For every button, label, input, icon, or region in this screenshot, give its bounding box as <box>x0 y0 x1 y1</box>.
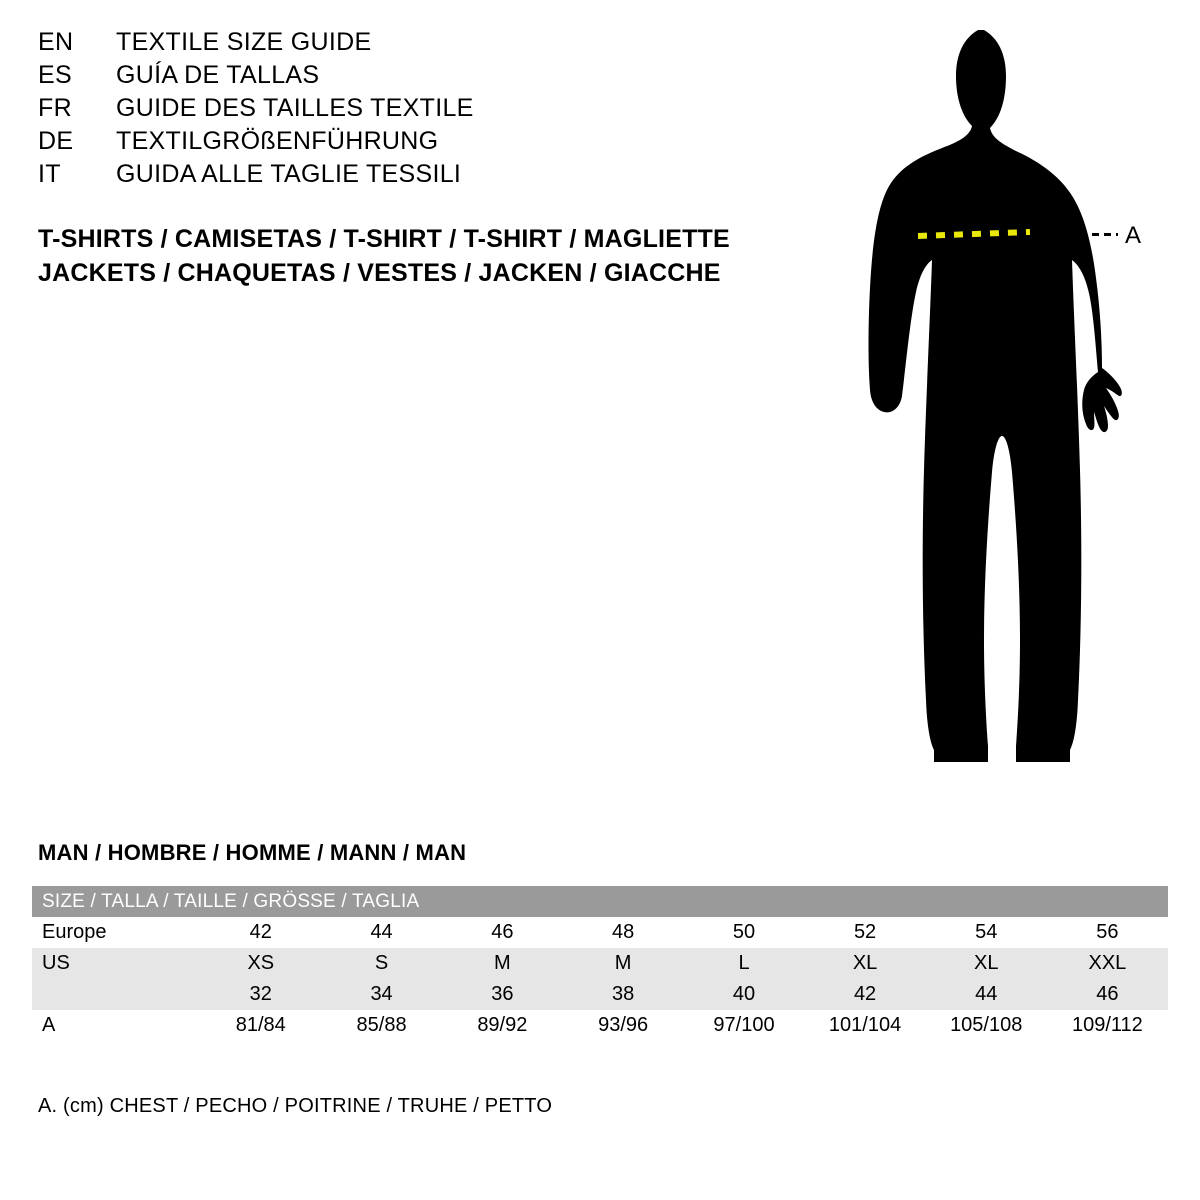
cell-value: M <box>563 948 684 979</box>
cell-value: 44 <box>321 917 442 948</box>
language-code: DE <box>38 127 74 155</box>
cell-value: 81/84 <box>200 1010 321 1041</box>
table-row <box>32 1010 1168 1041</box>
cell-value: 42 <box>804 979 925 1010</box>
cell-value: 32 <box>200 979 321 1010</box>
cell-value: 42 <box>200 917 321 948</box>
category-tshirts: T-SHIRTS / CAMISETAS / T-SHIRT / T-SHIRT / MAGLIETTE <box>38 225 730 253</box>
cell-value: 46 <box>442 917 563 948</box>
table-title-man: MAN / HOMBRE / HOMME / MANN / MAN <box>38 840 467 865</box>
language-row <box>38 28 758 61</box>
cell-value: 56 <box>1047 917 1168 948</box>
cell-value: XS <box>200 948 321 979</box>
row-label: A <box>32 1010 200 1041</box>
silhouette-icon <box>830 20 1170 790</box>
cell-value: 36 <box>442 979 563 1010</box>
language-code: ES <box>38 61 72 89</box>
cell-value: 38 <box>563 979 684 1010</box>
language-title: TEXTILE SIZE GUIDE <box>116 28 372 56</box>
cell-value: 85/88 <box>321 1010 442 1041</box>
cell-value: 54 <box>926 917 1047 948</box>
cell-value: 44 <box>926 979 1047 1010</box>
table-footnote: A. (cm) CHEST / PECHO / POITRINE / TRUHE / PETTO <box>38 1095 553 1117</box>
cell-value: 46 <box>1047 979 1168 1010</box>
garment-category-block <box>38 222 798 290</box>
language-title: GUIDE DES TAILLES TEXTILE <box>116 94 474 122</box>
male-silhouette-figure <box>830 20 1170 790</box>
cell-value: L <box>684 948 805 979</box>
table-row <box>32 917 1168 948</box>
cell-value: M <box>442 948 563 979</box>
table-row <box>32 979 1168 1010</box>
language-row <box>38 160 758 193</box>
language-title: GUÍA DE TALLAS <box>116 61 320 89</box>
cell-value: 89/92 <box>442 1010 563 1041</box>
cell-value: 48 <box>563 917 684 948</box>
cell-value: XL <box>804 948 925 979</box>
language-title: TEXTILGRÖßENFÜHRUNG <box>116 127 439 155</box>
cell-value: 40 <box>684 979 805 1010</box>
table-header-label: SIZE / TALLA / TAILLE / GRÖSSE / TAGLIA <box>32 886 1168 917</box>
measure-label-a: A <box>1125 222 1142 249</box>
language-row <box>38 61 758 94</box>
cell-value: 93/96 <box>563 1010 684 1041</box>
language-row <box>38 94 758 127</box>
row-label <box>32 979 200 1010</box>
cell-value: 52 <box>804 917 925 948</box>
measure-leader-line <box>1092 233 1118 236</box>
table-header-row <box>32 886 1168 917</box>
cell-value: 50 <box>684 917 805 948</box>
language-code: FR <box>38 94 72 122</box>
language-header-block <box>38 28 758 193</box>
cell-value: 101/104 <box>804 1010 925 1041</box>
cell-value: XL <box>926 948 1047 979</box>
cell-value: 109/112 <box>1047 1010 1168 1041</box>
cell-value: 34 <box>321 979 442 1010</box>
cell-value: 105/108 <box>926 1010 1047 1041</box>
category-jackets: JACKETS / CHAQUETAS / VESTES / JACKEN / GIACCHE <box>38 259 721 287</box>
language-row <box>38 127 758 160</box>
language-code: EN <box>38 28 74 56</box>
language-code: IT <box>38 160 61 188</box>
row-label: US <box>32 948 200 979</box>
cell-value: XXL <box>1047 948 1168 979</box>
cell-value: S <box>321 948 442 979</box>
row-label: Europe <box>32 917 200 948</box>
cell-value: 97/100 <box>684 1010 805 1041</box>
language-title: GUIDA ALLE TAGLIE TESSILI <box>116 160 462 188</box>
table-row <box>32 948 1168 979</box>
size-table <box>32 886 1168 1041</box>
